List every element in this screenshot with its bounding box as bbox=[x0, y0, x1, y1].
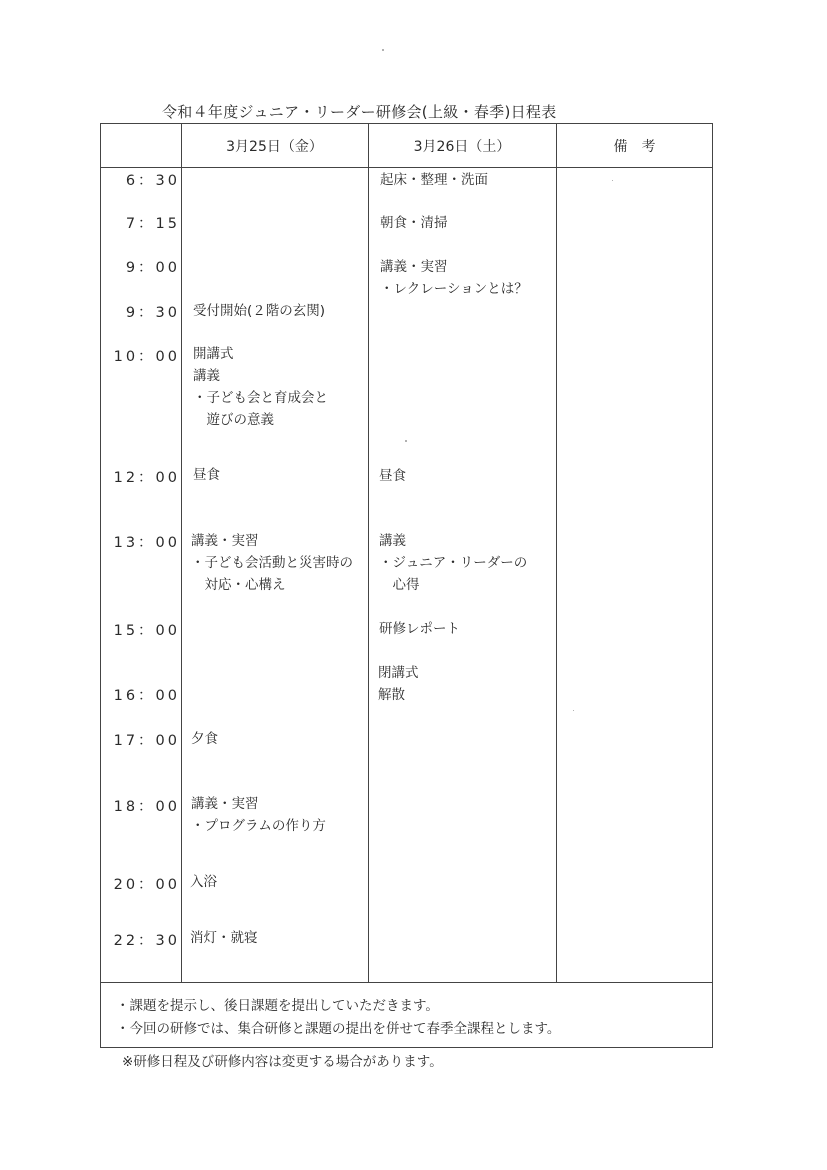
time-label: 17：00 bbox=[113, 733, 180, 749]
entry-line: 閉講式 bbox=[378, 665, 419, 681]
time-label: 18：00 bbox=[113, 799, 180, 815]
entry-line: 消灯・就寝 bbox=[190, 930, 258, 946]
time-label: 9：30 bbox=[125, 305, 180, 321]
entry-line: 解散 bbox=[378, 687, 405, 703]
day2-entry bbox=[379, 530, 527, 596]
time-label: 7：15 bbox=[125, 216, 180, 232]
scan-speck bbox=[382, 49, 384, 51]
entry-line: ・ジュニア・リーダーの bbox=[379, 555, 528, 571]
time-label: 20：00 bbox=[113, 877, 180, 893]
header-day1: 3月25日（金） bbox=[226, 139, 323, 155]
entry-line: 夕食 bbox=[191, 731, 218, 747]
entry-line: 昼食 bbox=[379, 468, 406, 484]
header-day2: 3月26日（土） bbox=[413, 139, 511, 155]
scan-speck bbox=[573, 710, 574, 711]
note-line: ・課題を提示し、後日課題を提出していただきます。 bbox=[116, 998, 439, 1014]
day2-entry bbox=[379, 618, 460, 640]
time-label: 13：00 bbox=[113, 535, 180, 551]
entry-line: 入浴 bbox=[190, 874, 217, 890]
page-title: 令和４年度ジュニア・リーダー研修会(上級・春季)日程表 bbox=[162, 103, 557, 121]
entry-line: ・子ども会活動と災害時の bbox=[191, 555, 353, 571]
entry-line: 受付開始(２階の玄関) bbox=[193, 303, 326, 319]
day2-entry bbox=[379, 465, 406, 487]
day1-entry bbox=[193, 464, 220, 486]
time-label: 15：00 bbox=[113, 623, 180, 639]
column-divider-day1 bbox=[368, 123, 369, 982]
day1-entry bbox=[193, 300, 325, 322]
day1-entry bbox=[190, 871, 217, 893]
day2-entry bbox=[378, 662, 419, 706]
entry-line: 対応・心構え bbox=[191, 577, 286, 593]
header-remarks: 備 考 bbox=[613, 139, 656, 155]
time-label: 12：00 bbox=[113, 470, 180, 486]
scan-speck bbox=[405, 440, 407, 442]
entry-line: 講義・実習 bbox=[191, 796, 259, 812]
scan-speck bbox=[612, 180, 613, 181]
time-label: 22：30 bbox=[113, 933, 180, 949]
day1-entry bbox=[193, 343, 328, 431]
entry-line: 心得 bbox=[379, 577, 420, 593]
time-label: 6：30 bbox=[125, 173, 180, 189]
day2-entry bbox=[380, 256, 528, 300]
footnote: ※研修日程及び研修内容は変更する場合があります。 bbox=[122, 1054, 443, 1070]
entry-line: 講義・実習 bbox=[191, 533, 259, 549]
entry-line: 研修レポート bbox=[379, 621, 460, 637]
header-divider bbox=[100, 167, 713, 168]
day2-entry bbox=[380, 169, 488, 191]
notes-divider bbox=[100, 982, 713, 983]
entry-line: 講義 bbox=[379, 533, 406, 549]
day1-entry bbox=[191, 793, 326, 837]
entry-line: ・プログラムの作り方 bbox=[191, 818, 326, 834]
entry-line: 昼食 bbox=[193, 467, 220, 483]
day1-entry bbox=[191, 728, 218, 750]
column-divider-time bbox=[181, 123, 182, 982]
entry-line: 起床・整理・洗面 bbox=[380, 172, 488, 188]
day1-entry bbox=[191, 530, 353, 596]
day2-entry bbox=[380, 212, 448, 234]
time-label: 16：00 bbox=[113, 688, 180, 704]
entry-line: 遊びの意義 bbox=[193, 412, 274, 428]
column-divider-day2 bbox=[556, 123, 557, 982]
entry-line: ・レクレーションとは？ bbox=[380, 281, 528, 297]
time-label: 10：00 bbox=[113, 349, 180, 365]
day1-entry bbox=[190, 927, 258, 949]
entry-line: ・子ども会と育成会と bbox=[193, 390, 328, 406]
entry-line: 朝食・清掃 bbox=[380, 215, 448, 231]
note-line: ・今回の研修では、集合研修と課題の提出を併せて春季全課程とします。 bbox=[116, 1021, 561, 1037]
time-label: 9：00 bbox=[125, 260, 180, 276]
entry-line: 講義 bbox=[193, 368, 220, 384]
entry-line: 開講式 bbox=[193, 346, 234, 362]
entry-line: 講義・実習 bbox=[380, 259, 448, 275]
